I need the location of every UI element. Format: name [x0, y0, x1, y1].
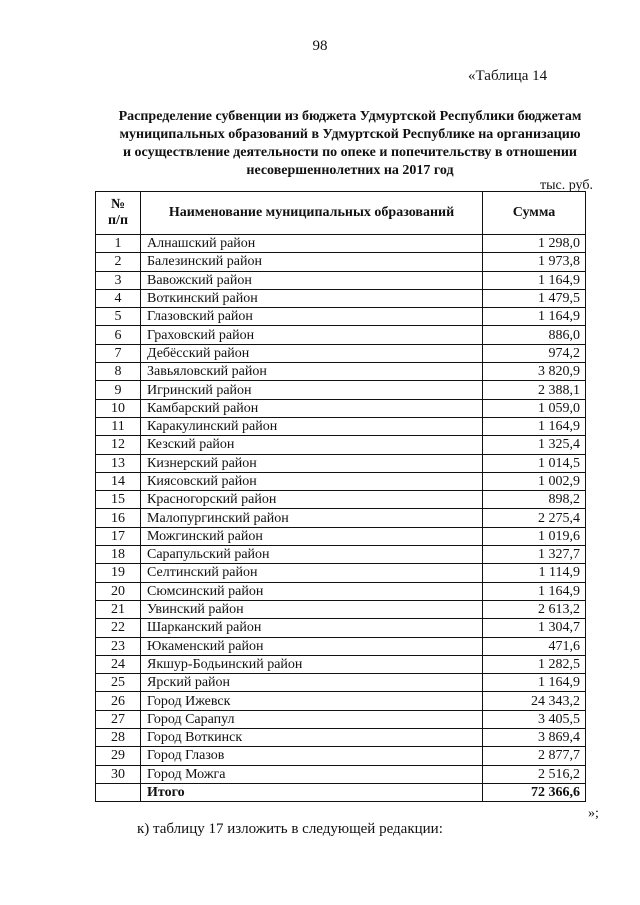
row-number: 28	[96, 729, 141, 747]
row-name: Город Сарапул	[141, 710, 483, 728]
total-row	[96, 783, 586, 801]
row-sum: 1 059,0	[483, 399, 586, 417]
row-name: Вавожский район	[141, 271, 483, 289]
row-number: 14	[96, 472, 141, 490]
row-sum: 1 479,5	[483, 289, 586, 307]
row-sum: 1 164,9	[483, 271, 586, 289]
row-name: Шарканский район	[141, 619, 483, 637]
table-row	[96, 344, 586, 362]
row-number: 9	[96, 381, 141, 399]
row-name: Балезинский район	[141, 253, 483, 271]
row-sum: 1 327,7	[483, 546, 586, 564]
row-number: 2	[96, 253, 141, 271]
table-row	[96, 564, 586, 582]
row-name: Якшур-Бодьинский район	[141, 655, 483, 673]
footer-text: к) таблицу 17 изложить в следующей редакции:	[137, 821, 443, 837]
row-number: 24	[96, 655, 141, 673]
total-number	[96, 783, 141, 801]
row-sum: 471,6	[483, 637, 586, 655]
row-name: Игринский район	[141, 381, 483, 399]
table-row	[96, 381, 586, 399]
row-sum: 1 019,6	[483, 527, 586, 545]
total-label: Итого	[141, 783, 483, 801]
table-row	[96, 399, 586, 417]
row-name: Завьяловский район	[141, 363, 483, 381]
table-row	[96, 509, 586, 527]
row-number: 6	[96, 326, 141, 344]
row-number: 23	[96, 637, 141, 655]
title-line: Распределение субвенции из бюджета Удмуртской Республики бюджетам	[118, 109, 582, 124]
row-name: Город Воткинск	[141, 729, 483, 747]
table-row	[96, 472, 586, 490]
table-row	[96, 710, 586, 728]
row-sum: 24 343,2	[483, 692, 586, 710]
row-number: 17	[96, 527, 141, 545]
page-number: 98	[312, 38, 328, 54]
row-name: Киясовский район	[141, 472, 483, 490]
table-row	[96, 527, 586, 545]
row-number: 30	[96, 765, 141, 783]
table-row	[96, 674, 586, 692]
table-row	[96, 655, 586, 673]
row-name: Малопургинский район	[141, 509, 483, 527]
table-row	[96, 600, 586, 618]
row-sum: 1 114,9	[483, 564, 586, 582]
table-label: «Таблица 14	[468, 68, 548, 84]
table-row	[96, 454, 586, 472]
row-name: Селтинский район	[141, 564, 483, 582]
row-number: 5	[96, 308, 141, 326]
row-sum: 886,0	[483, 326, 586, 344]
row-sum: 1 304,7	[483, 619, 586, 637]
row-name: Камбарский район	[141, 399, 483, 417]
table-row	[96, 436, 586, 454]
row-sum: 1 298,0	[483, 235, 586, 253]
table-row	[96, 491, 586, 509]
row-sum: 3 405,5	[483, 710, 586, 728]
row-number: 22	[96, 619, 141, 637]
table-row	[96, 747, 586, 765]
row-name: Сюмсинский район	[141, 582, 483, 600]
row-sum: 1 002,9	[483, 472, 586, 490]
row-name: Воткинский район	[141, 289, 483, 307]
table-row	[96, 235, 586, 253]
row-name: Алнашский район	[141, 235, 483, 253]
total-sum: 72 366,6	[483, 783, 586, 801]
row-name: Кизнерский район	[141, 454, 483, 472]
row-sum: 2 275,4	[483, 509, 586, 527]
row-number: 4	[96, 289, 141, 307]
table-header-row	[96, 192, 586, 235]
row-number: 8	[96, 363, 141, 381]
title-line: несовершеннолетних на 2017 год	[246, 163, 454, 178]
table-row	[96, 637, 586, 655]
table-row	[96, 546, 586, 564]
row-name: Город Ижевск	[141, 692, 483, 710]
row-number: 29	[96, 747, 141, 765]
table-row	[96, 363, 586, 381]
table-row	[96, 619, 586, 637]
row-sum: 2 613,2	[483, 600, 586, 618]
row-number: 15	[96, 491, 141, 509]
row-sum: 1 282,5	[483, 655, 586, 673]
row-number: 16	[96, 509, 141, 527]
document-title	[90, 108, 610, 180]
row-name: Граховский район	[141, 326, 483, 344]
table-row	[96, 308, 586, 326]
closing-mark: »;	[588, 806, 599, 821]
row-number: 13	[96, 454, 141, 472]
row-sum: 974,2	[483, 344, 586, 362]
table-row	[96, 326, 586, 344]
header-sum: Сумма	[483, 192, 586, 235]
table-row	[96, 271, 586, 289]
row-name: Город Глазов	[141, 747, 483, 765]
header-number	[96, 192, 141, 235]
table-row	[96, 692, 586, 710]
row-name: Красногорский район	[141, 491, 483, 509]
table-row	[96, 765, 586, 783]
row-sum: 1 973,8	[483, 253, 586, 271]
row-sum: 1 164,9	[483, 674, 586, 692]
header-name: Наименование муниципальных образований	[141, 192, 483, 235]
table-row	[96, 289, 586, 307]
row-sum: 1 164,9	[483, 308, 586, 326]
subvention-table	[95, 191, 586, 802]
row-name: Можгинский район	[141, 527, 483, 545]
row-sum: 2 877,7	[483, 747, 586, 765]
row-name: Кезский район	[141, 436, 483, 454]
row-number: 11	[96, 417, 141, 435]
units-label: тыс. руб.	[540, 178, 593, 193]
row-sum: 1 164,9	[483, 582, 586, 600]
row-name: Юкаменский район	[141, 637, 483, 655]
row-sum: 1 164,9	[483, 417, 586, 435]
row-number: 25	[96, 674, 141, 692]
row-number: 18	[96, 546, 141, 564]
row-sum: 3 869,4	[483, 729, 586, 747]
row-number: 10	[96, 399, 141, 417]
row-number: 1	[96, 235, 141, 253]
row-number: 26	[96, 692, 141, 710]
row-sum: 3 820,9	[483, 363, 586, 381]
row-number: 19	[96, 564, 141, 582]
row-number: 7	[96, 344, 141, 362]
title-line: муниципальных образований в Удмуртской Республике на организацию	[119, 127, 581, 142]
row-number: 3	[96, 271, 141, 289]
row-sum: 2 388,1	[483, 381, 586, 399]
row-sum: 898,2	[483, 491, 586, 509]
row-name: Ярский район	[141, 674, 483, 692]
row-name: Каракулинский район	[141, 417, 483, 435]
row-name: Сарапульский район	[141, 546, 483, 564]
header-number-label: № п/п	[107, 197, 129, 228]
row-name: Увинский район	[141, 600, 483, 618]
row-name: Город Можга	[141, 765, 483, 783]
row-number: 20	[96, 582, 141, 600]
table-row	[96, 729, 586, 747]
row-name: Дебёсский район	[141, 344, 483, 362]
table-row	[96, 417, 586, 435]
row-sum: 1 325,4	[483, 436, 586, 454]
table-row	[96, 582, 586, 600]
row-sum: 2 516,2	[483, 765, 586, 783]
table-body	[96, 235, 586, 802]
row-sum: 1 014,5	[483, 454, 586, 472]
row-number: 12	[96, 436, 141, 454]
title-line: и осуществление деятельности по опеке и попечительству в отношении	[122, 145, 577, 160]
row-number: 21	[96, 600, 141, 618]
row-name: Глазовский район	[141, 308, 483, 326]
row-number: 27	[96, 710, 141, 728]
table-row	[96, 253, 586, 271]
